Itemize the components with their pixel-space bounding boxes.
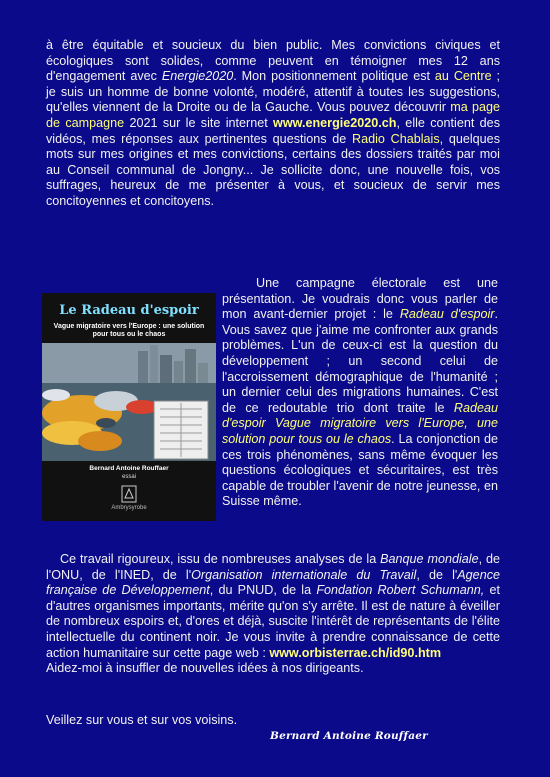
org-name: Fondation Robert Schumann, <box>316 583 485 598</box>
text-span: . Vous savez que j'aime me confronter aux grands problèmes. L'un de ceux-ci est la question du développement ; un second celui de l'accroissement démographique de l'humanité ; un dernier celui des migrations humaines. C'est de ce redoutable trio dont traite le <box>222 307 498 415</box>
paragraph-work <box>46 552 500 677</box>
text-span: ; je suis un homme de bonne volonté, modéré, attentif à toutes les suggestions, qu'elles viennent de la Droite ou de la Gauche. Vous pouvez découvrir <box>46 69 501 115</box>
energie2020-name: Energie2020 <box>161 69 234 84</box>
centre-link[interactable]: au Centre <box>434 69 492 84</box>
org-name: Banque mondiale <box>380 552 479 566</box>
book-full-title-link[interactable]: Radeau d'espoir Vague migratoire vers l'Europe, une solution pour tous ou le chaos <box>222 400 498 446</box>
text-span: . Mon positionnement politique est <box>233 69 435 84</box>
text-span: Ce travail rigoureux, issu de nombreuses analyses de la <box>60 552 381 566</box>
book-cover-photo <box>42 343 216 461</box>
text-span: , elle contient des vidéos, mes réponses aux pertinentes questions de <box>46 115 500 146</box>
book-title-link[interactable]: Radeau d'espoir <box>399 307 495 322</box>
text-span: , de l'ONU, de l'INED, de l' <box>46 552 501 582</box>
signature: Bernard Antoine Rouffaer <box>270 730 428 742</box>
book-cover-genre: essai <box>121 474 136 480</box>
radio-chablais-link[interactable]: Radio Chablais <box>352 131 440 146</box>
book-cover-publisher: Ambrysyrobe <box>111 505 147 511</box>
orbisterrae-url-link[interactable]: www.orbisterrae.ch/id90.htm <box>269 645 442 660</box>
publisher-logo-icon <box>121 485 137 503</box>
text-span: Une campagne électorale est une présentation. Je voudrais donc vous parler de mon avant-dernier projet : le <box>222 276 498 322</box>
org-name: Agence française de Développement <box>46 567 500 598</box>
campaign-page-link[interactable]: ma page de campagne <box>46 100 500 130</box>
paragraph-intro <box>46 38 500 210</box>
text-span: . La conjonction de ces trois phénomènes, sans même évoquer les questions écologiques et sécuritaires, est très capable de troubler l'avenir de notre jeunesse, en Suisse même. <box>222 431 498 509</box>
closing-line: Veillez sur vous et sur vos voisins. <box>46 713 238 727</box>
book-cover-author: Bernard Antoine Rouffaer <box>89 465 169 472</box>
org-name: Organisation internationale du Travail <box>191 567 417 582</box>
book-cover-title: Le Radeau d'espoir <box>59 303 199 318</box>
text-span: à être équitable et soucieux du bien public. Mes convictions civiques et écologiques sont solides, comme peuvent en témoigner mes 12 ans d'engagement avec <box>46 38 500 84</box>
text-span: , quelques mots sur mes origines et mes convictions, certains des dossiers traités par moi au Conseil communal de Jongny... Je sollicite donc, une nouvelle fois, vos suffrages, heureux de me présenter à vous, et soucieux de servir mes concitoyennes et concitoyens. <box>46 131 500 208</box>
book-cover-subtitle: Vague migratoire vers l'Europe : une solution pour tous ou le chaos <box>53 323 205 338</box>
text-span: , du PNUD, de la <box>209 583 317 598</box>
text-span: 2021 sur le site internet <box>124 115 274 130</box>
book-cover-image <box>42 293 216 521</box>
text-span: Aidez-moi à insuffler de nouvelles idées à nos dirigeants. <box>46 661 364 676</box>
text-span: , de l' <box>416 567 458 582</box>
energie2020-url-link[interactable]: www.energie2020.ch <box>273 115 397 130</box>
paragraph-book <box>222 276 498 510</box>
text-span: et d'autres organismes importants, mérite qu'on s'y arrête. Il est de nature à éveiller de nombreux espoirs et, d'ores et déjà, suscite l'intérêt de représentants de l'élite intellectuelle du continent noir. Je vous invite à prendre connaissance de cette action humanitaire sur cette page web : <box>46 583 500 660</box>
